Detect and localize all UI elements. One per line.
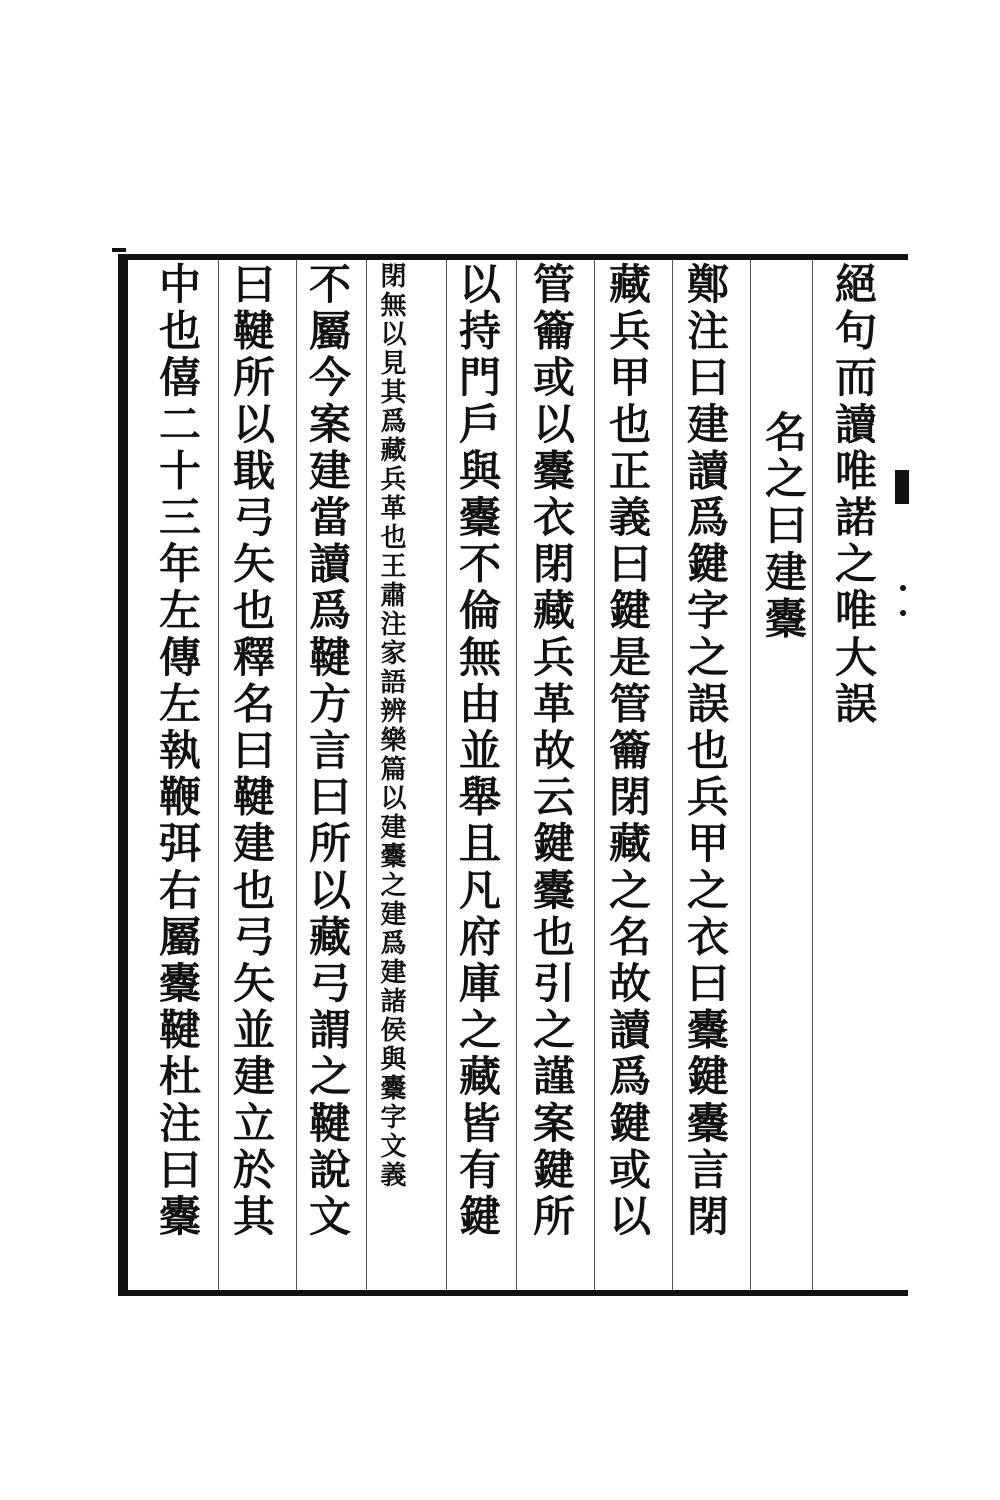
frame-bottom-border xyxy=(118,1290,908,1296)
column-divider xyxy=(446,260,447,1290)
column-divider xyxy=(296,260,297,1290)
column-divider xyxy=(516,260,517,1290)
text-column-9: 曰鞬所以戢弓矢也釋名曰鞬建也弓矢並建立於其 xyxy=(227,262,276,1241)
frame-left-border xyxy=(118,254,128,1296)
text-column-4: 藏兵甲也正義曰鍵是管籥閉藏之名故讀爲鍵或以 xyxy=(603,262,652,1241)
edge-dot xyxy=(900,585,906,591)
text-column-5: 管籥或以櫜衣閉藏兵革故云鍵櫜也引之謹案鍵所 xyxy=(527,262,576,1241)
text-column-1: 絕句而讀唯諾之唯大誤 xyxy=(829,262,878,728)
fishtail-mark xyxy=(895,470,909,504)
text-column-3: 鄭注曰建讀爲鍵字之誤也兵甲之衣曰櫜鍵櫜言閉 xyxy=(681,262,730,1241)
column-divider xyxy=(594,260,595,1290)
frame-top-border xyxy=(118,254,908,260)
column-divider xyxy=(672,260,673,1290)
column-divider xyxy=(812,260,813,1290)
text-column-10: 中也僖二十三年左傳左執鞭弭右屬櫜鞬杜注曰櫜 xyxy=(153,262,202,1241)
edge-dot xyxy=(900,610,906,616)
text-column-8: 不屬今案建當讀爲鞬方言曰所以藏弓謂之鞬說文 xyxy=(303,262,352,1241)
column-divider xyxy=(218,260,219,1290)
text-column-2-heading: 名之曰建櫜 xyxy=(759,410,808,643)
column-divider xyxy=(750,260,751,1290)
frame-corner-mark xyxy=(112,248,126,252)
text-column-6: 以持門戶與櫜不倫無由並舉且凡府庫之藏皆有鍵 xyxy=(453,262,502,1241)
text-column-7: 閉無以見其爲藏兵革也王肅注家語辨樂篇以建櫜之建爲建諸侯與櫜字文義 xyxy=(376,262,406,1190)
column-divider xyxy=(366,260,367,1290)
